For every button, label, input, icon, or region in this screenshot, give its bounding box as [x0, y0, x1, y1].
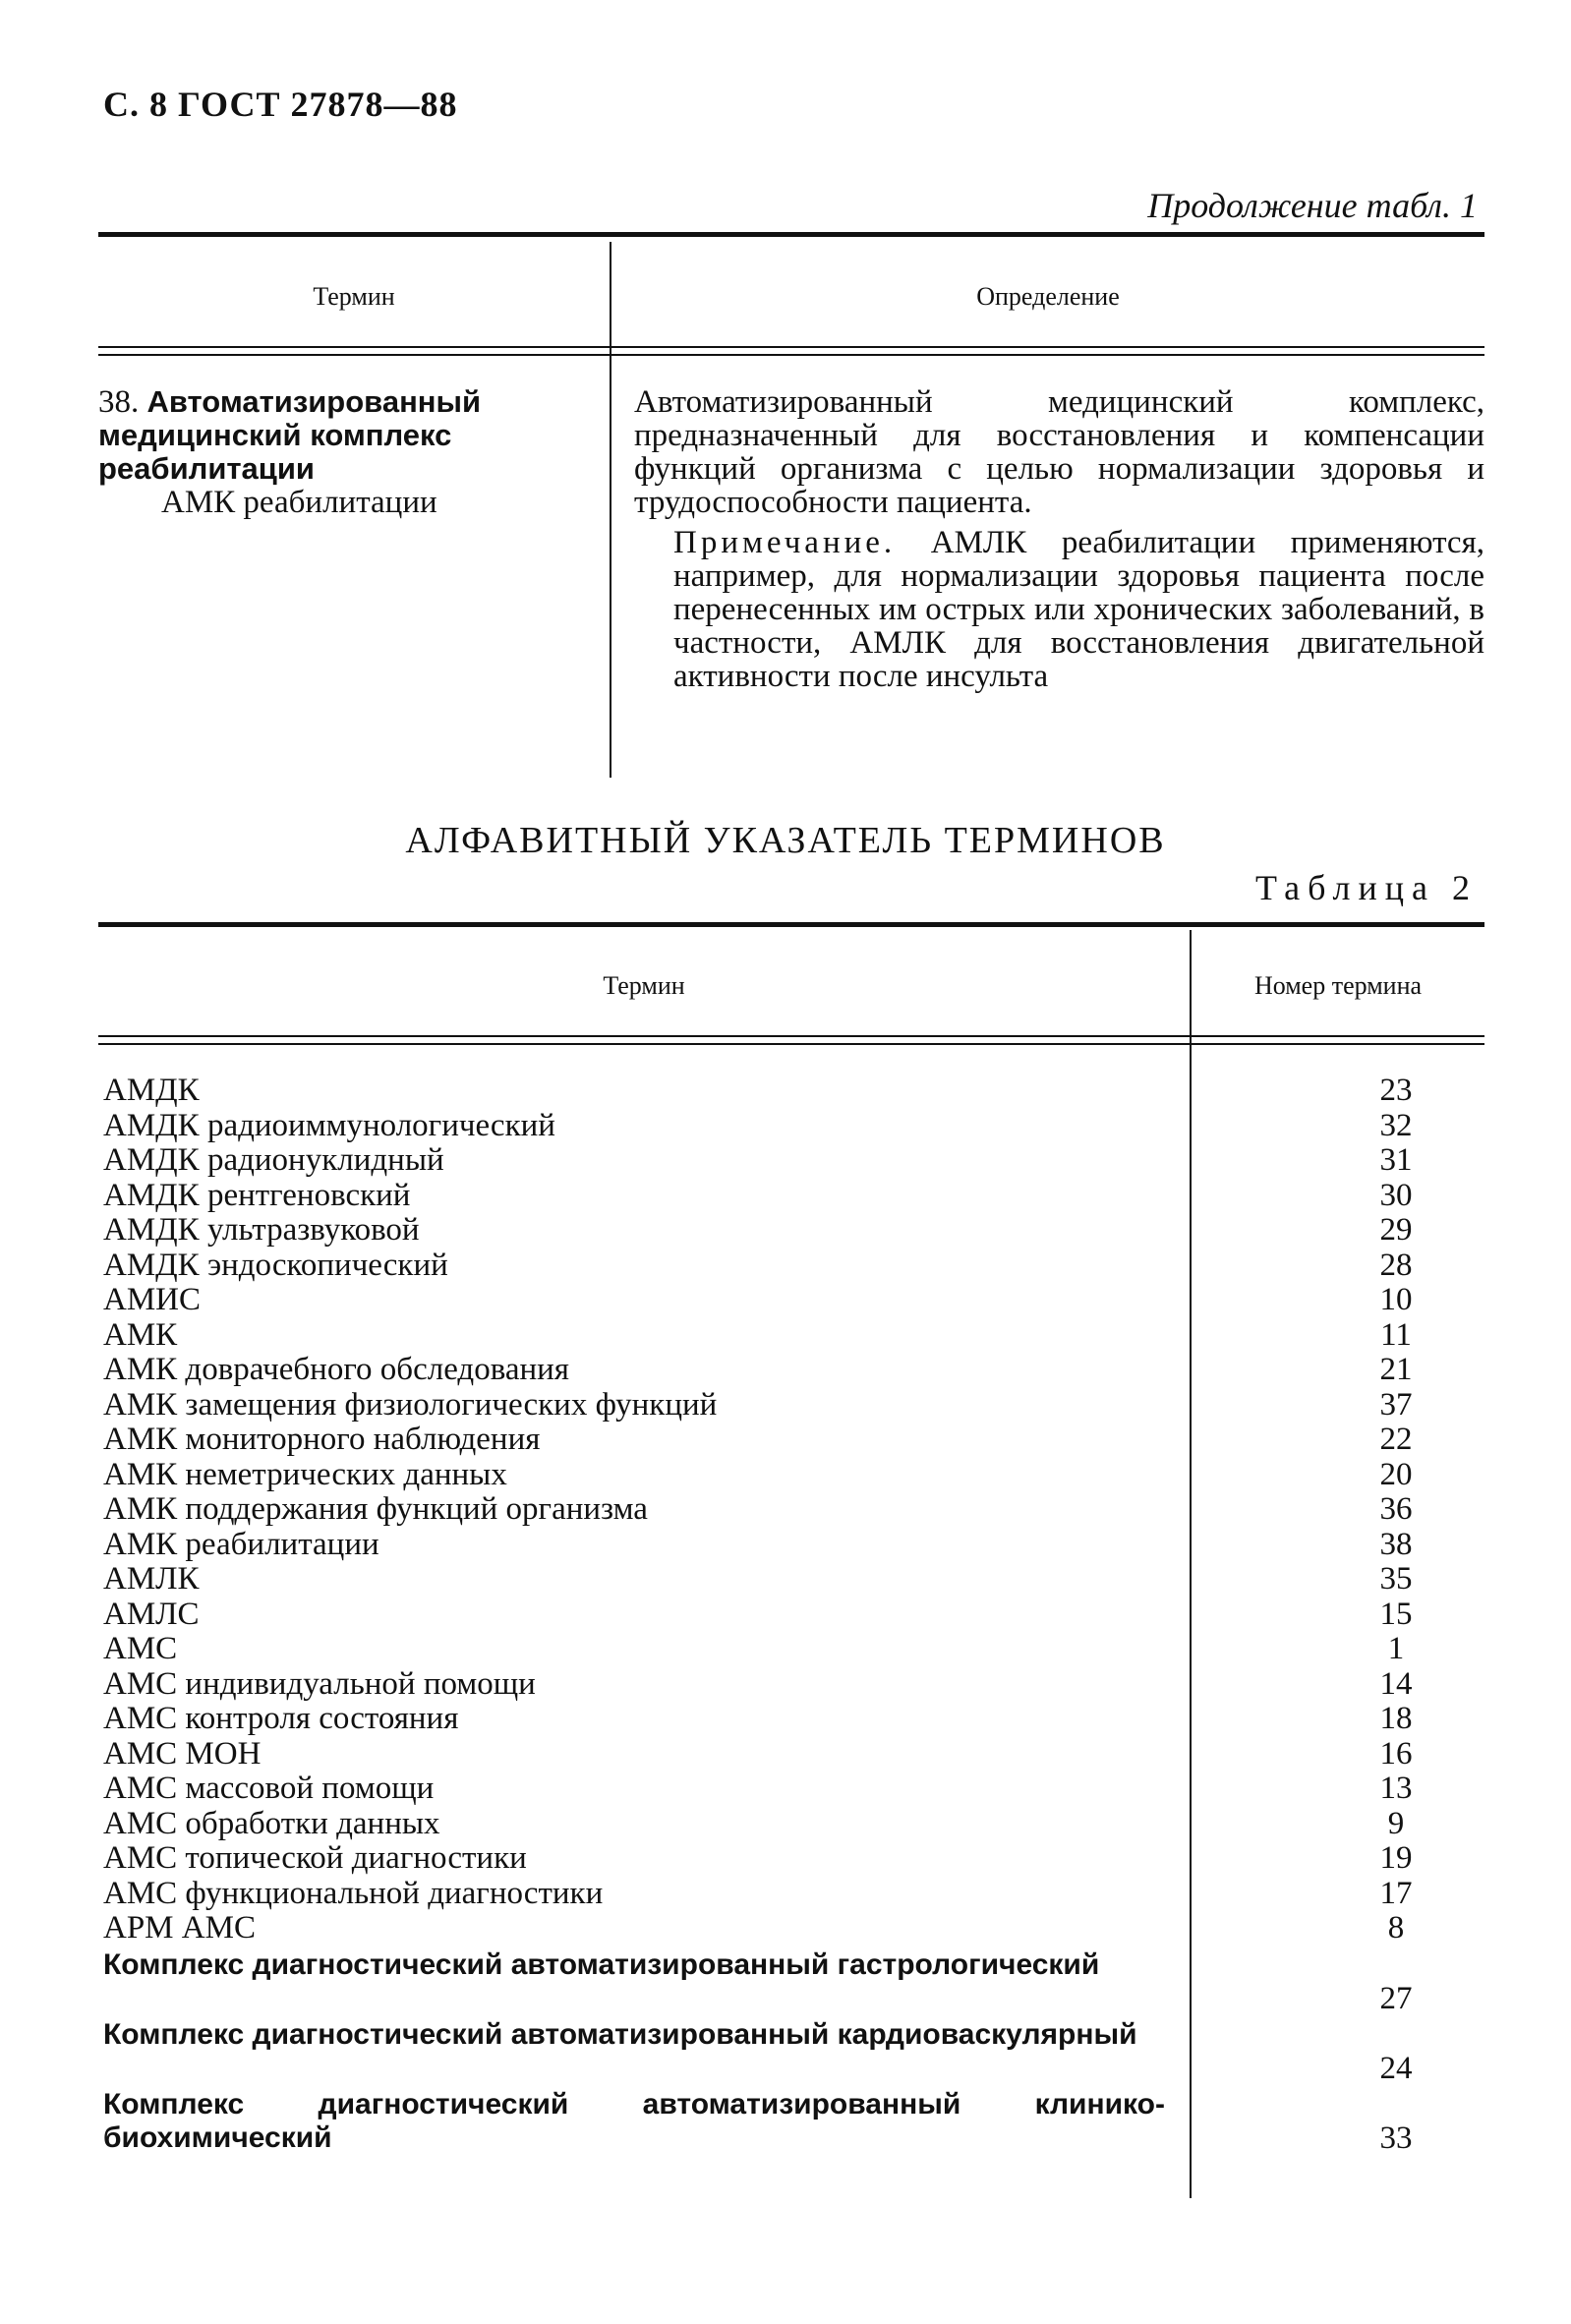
index-term: АМК неметрических данных: [103, 1456, 507, 1492]
index-term-number: 20: [1379, 1456, 1413, 1492]
index-term: АМС функциональной диагностики: [103, 1875, 604, 1911]
index-term-number: 38: [1379, 1526, 1413, 1562]
index-term-number: 21: [1379, 1352, 1413, 1387]
index-term-number: 23: [1379, 1073, 1413, 1108]
index-term: АМС индивидуальной помощи: [103, 1665, 536, 1702]
table1-header-rule: [98, 346, 1484, 348]
table-continuation-label: Продолжение табл. 1: [1147, 186, 1478, 225]
index-term: АМК реабилитации: [103, 1526, 379, 1562]
note-text: АМЛК реабилитации применяются, например, для нормализации здоровья пациента после перенесенных им острых или хронических заболеваний, в частности, АМЛК для восстановления двигательной активности после инсульта: [673, 525, 1484, 694]
index-term-number: 11: [1380, 1316, 1412, 1353]
table1-header-rule-2: [98, 354, 1484, 356]
index-term: АМС обработки данных: [103, 1805, 440, 1841]
term-note: [673, 526, 1484, 693]
section-title: АЛФАВИТНЫЙ УКАЗАТЕЛЬ ТЕРМИНОВ: [405, 820, 1166, 861]
page-header: С. 8 ГОСТ 27878—88: [103, 85, 458, 124]
index-term: АМДК: [103, 1073, 200, 1108]
note-label: Примечание.: [673, 525, 897, 560]
index-term: АМК: [103, 1316, 178, 1353]
index-term-number: 28: [1379, 1247, 1413, 1283]
table2-top-rule: [98, 922, 1484, 927]
term-bold-name: Автоматизированный медицинский комплекс реабилитации: [98, 384, 482, 486]
index-term-number: 35: [1379, 1561, 1413, 1597]
table2-column-divider: [1190, 930, 1192, 2198]
index-term-number: 37: [1379, 1386, 1413, 1423]
index-term: АМС топической диагностики: [103, 1840, 527, 1876]
table1-top-rule: [98, 232, 1484, 237]
table2-header-rule: [98, 1035, 1484, 1037]
term-entry: [98, 385, 600, 519]
index-term: АМС массовой помощи: [103, 1771, 435, 1806]
index-term-number: 27: [1379, 1980, 1413, 2016]
index-term-number: 29: [1379, 1212, 1413, 1248]
index-term-number: 14: [1379, 1665, 1413, 1702]
index-term: АМК мониторного наблюдения: [103, 1422, 541, 1457]
index-term: Комплекс диагностический автоматизированный кардиоваскулярный: [103, 2017, 1137, 2051]
index-term-number: 17: [1379, 1875, 1413, 1911]
index-term: АМС: [103, 1631, 178, 1666]
index-term: АМЛС: [103, 1596, 200, 1632]
index-term-number: 30: [1379, 1177, 1413, 1213]
index-term-number: 16: [1379, 1735, 1413, 1772]
index-term: АМИС: [103, 1282, 202, 1317]
index-term: АМК поддержания функций организма: [103, 1491, 648, 1527]
index-term-number: 1: [1387, 1631, 1405, 1666]
table1-col-term: Термин: [313, 282, 395, 311]
index-term-number: 8: [1387, 1910, 1405, 1946]
index-term-number: 9: [1387, 1805, 1405, 1841]
index-term: АМС МОН: [103, 1735, 262, 1772]
term-number: 38.: [98, 384, 140, 420]
index-term: Комплекс диагностический автоматизированный клинико-биохимический: [103, 2087, 1165, 2154]
index-term: АРМ АМС: [103, 1910, 256, 1946]
index-term-number: 33: [1379, 2120, 1413, 2156]
index-term: АМДК эндоскопический: [103, 1247, 448, 1283]
index-term: АМС контроля состояния: [103, 1701, 459, 1736]
table2-col-term: Термин: [603, 971, 685, 1000]
index-term-number: 24: [1379, 2050, 1413, 2086]
index-term-number: 13: [1379, 1771, 1413, 1806]
table1-col-definition: Определение: [976, 282, 1120, 311]
index-term-number: 19: [1379, 1840, 1413, 1876]
index-term: АМДК рентгеновский: [103, 1177, 411, 1213]
table1-column-divider: [610, 242, 611, 778]
index-term-number: 15: [1379, 1596, 1413, 1632]
index-term-number: 22: [1379, 1422, 1413, 1457]
table2-col-number: Номер термина: [1253, 971, 1423, 1000]
index-term: АМДК радионуклидный: [103, 1142, 444, 1178]
index-term: АМК доврачебного обследования: [103, 1352, 569, 1387]
index-term-number: 10: [1379, 1282, 1413, 1317]
index-term-number: 36: [1379, 1491, 1413, 1527]
index-term: АМДК ультразвуковой: [103, 1212, 420, 1248]
index-term-number: 18: [1379, 1701, 1413, 1736]
table2-header-rule-2: [98, 1043, 1484, 1045]
index-term: АМЛК: [103, 1561, 200, 1597]
index-term: Комплекс диагностический автоматизированный гастрологический: [103, 1947, 1100, 1981]
index-term-number: 31: [1379, 1142, 1413, 1178]
term-definition: Автоматизированный медицинский комплекс, предназначенный для восстановления и компенсации функций организма с целью нормализации здоровья и трудоспособности пациента.: [634, 384, 1484, 520]
index-term-number: 32: [1379, 1107, 1413, 1143]
table2-label: Таблица 2: [1255, 868, 1478, 907]
index-term: АМДК радиоиммунологический: [103, 1107, 555, 1143]
term-abbreviation: АМК реабилитации: [161, 485, 437, 520]
index-term: АМК замещения физиологических функций: [103, 1386, 718, 1423]
